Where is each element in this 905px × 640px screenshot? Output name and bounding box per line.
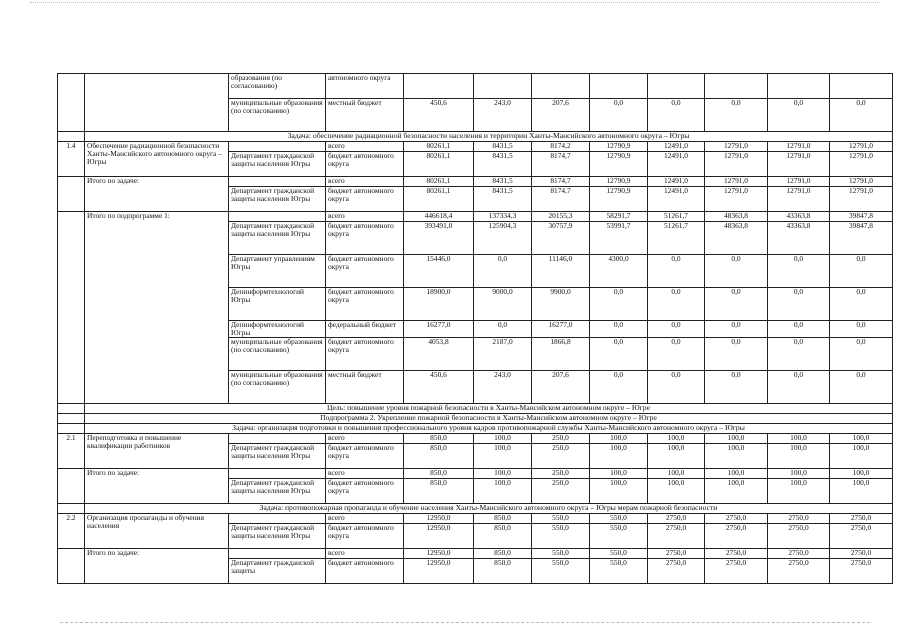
blank-cell <box>58 504 85 514</box>
executor-cell: Департамент гражданской защиты <box>229 559 326 584</box>
blank-cell <box>229 469 326 479</box>
source-total: всего <box>326 549 404 559</box>
task-number: 1.4 <box>58 142 85 177</box>
value-cell: 850,0 <box>404 479 474 504</box>
value-cell: 12950,0 <box>404 524 474 549</box>
value-cell: 850,0 <box>404 444 474 469</box>
value-cell: 12791,0 <box>768 142 830 152</box>
blank-cell <box>85 74 229 132</box>
value-cell: 12790,9 <box>590 187 648 212</box>
value-cell: 100,0 <box>648 479 705 504</box>
value-cell: 850,0 <box>404 434 474 444</box>
value-cell: 100,0 <box>590 479 648 504</box>
value-cell: 125904,3 <box>474 222 532 255</box>
value-cell: 43363,8 <box>768 222 830 255</box>
value-cell: 850,0 <box>474 524 532 549</box>
value-cell: 100,0 <box>830 479 893 504</box>
executor-cell: муниципальные образования (по согласованию) <box>229 338 326 371</box>
value-cell: 4053,8 <box>404 338 474 371</box>
value-cell: 0,0 <box>830 338 893 371</box>
value-cell: 0,0 <box>705 321 768 338</box>
executor-cell: образования (по согласованию) <box>229 74 326 99</box>
value-cell: 12950,0 <box>404 514 474 524</box>
source-cell: бюджет автономного округа <box>326 338 404 371</box>
value-cell: 100,0 <box>648 434 705 444</box>
task-banner: Задача: организация подготовки и повышения профессионального уровня кадров противопожарной службы Ханты-Мансийского автономного округа – Югры <box>85 424 893 434</box>
budget-table <box>57 73 893 584</box>
value-cell: 2750,0 <box>830 549 893 559</box>
value-cell: 58291,7 <box>590 212 648 222</box>
task-number <box>58 469 85 504</box>
value-cell: 0,0 <box>830 321 893 338</box>
value-cell <box>768 74 830 99</box>
value-cell: 18900,0 <box>404 288 474 321</box>
value-cell: 100,0 <box>474 469 532 479</box>
task-number: 2.2 <box>58 514 85 549</box>
executor-cell: Департамент гражданской защиты населения Югры <box>229 444 326 469</box>
value-cell: 12491,0 <box>648 152 705 177</box>
value-cell: 12491,0 <box>648 142 705 152</box>
value-cell <box>404 74 474 99</box>
value-cell: 2750,0 <box>705 524 768 549</box>
value-cell: 0,0 <box>648 338 705 371</box>
value-cell: 550,0 <box>590 559 648 584</box>
subprogram-total-label: Итого по подпрограмме 1: <box>85 212 229 404</box>
value-cell: 243,0 <box>474 99 532 132</box>
source-cell: местный бюджет <box>326 99 404 132</box>
source-cell: бюджет автономного округа <box>326 187 404 212</box>
value-cell: 100,0 <box>474 479 532 504</box>
value-cell: 12491,0 <box>648 177 705 187</box>
task-number <box>58 177 85 212</box>
source-cell: бюджет автономного <box>326 559 404 584</box>
value-cell: 250,0 <box>532 469 590 479</box>
task-name: Переподготовка и повышение квалификации работников <box>85 434 229 469</box>
value-cell: 51261,7 <box>648 212 705 222</box>
value-cell: 100,0 <box>474 434 532 444</box>
value-cell: 0,0 <box>590 99 648 132</box>
value-cell: 12790,9 <box>590 177 648 187</box>
value-cell: 0,0 <box>705 338 768 371</box>
value-cell: 550,0 <box>590 549 648 559</box>
value-cell <box>830 74 893 99</box>
value-cell: 446618,4 <box>404 212 474 222</box>
value-cell: 0,0 <box>590 321 648 338</box>
value-cell: 8174,2 <box>532 142 590 152</box>
source-total: всего <box>326 177 404 187</box>
executor-cell: муниципальные образования (по согласованию) <box>229 371 326 404</box>
value-cell: 2750,0 <box>830 524 893 549</box>
value-cell: 0,0 <box>474 255 532 288</box>
value-cell: 0,0 <box>705 99 768 132</box>
value-cell: 100,0 <box>768 469 830 479</box>
source-total: всего <box>326 142 404 152</box>
blank-cell <box>229 434 326 444</box>
table-row <box>58 74 893 99</box>
source-cell: бюджет автономного округа <box>326 444 404 469</box>
value-cell: 2750,0 <box>768 514 830 524</box>
source-cell: бюджет автономного округа <box>326 255 404 288</box>
source-total: всего <box>326 514 404 524</box>
value-cell: 100,0 <box>590 469 648 479</box>
value-cell: 11146,0 <box>532 255 590 288</box>
value-cell: 20155,3 <box>532 212 590 222</box>
task-banner: Задача: обеспечение радиационной безопасности населения и территории Ханты-Мансийского автономного округа – Югры <box>85 132 893 142</box>
task-name: Итого по задаче: <box>85 549 229 584</box>
value-cell: 8174,7 <box>532 152 590 177</box>
value-cell: 0,0 <box>648 371 705 404</box>
blank-cell <box>58 414 85 424</box>
value-cell: 0,0 <box>648 255 705 288</box>
value-cell: 250,0 <box>532 434 590 444</box>
value-cell: 100,0 <box>830 469 893 479</box>
table-row <box>58 504 893 514</box>
value-cell: 12791,0 <box>705 177 768 187</box>
value-cell: 550,0 <box>532 514 590 524</box>
value-cell: 12791,0 <box>705 187 768 212</box>
value-cell: 0,0 <box>768 288 830 321</box>
value-cell: 12791,0 <box>830 142 893 152</box>
value-cell: 550,0 <box>532 524 590 549</box>
value-cell <box>705 74 768 99</box>
value-cell: 80261,1 <box>404 152 474 177</box>
value-cell: 0,0 <box>648 288 705 321</box>
value-cell: 12791,0 <box>705 152 768 177</box>
task-number: 2.1 <box>58 434 85 469</box>
value-cell: 48363,8 <box>705 222 768 255</box>
value-cell: 8431,5 <box>474 177 532 187</box>
value-cell: 12791,0 <box>830 187 893 212</box>
value-cell: 0,0 <box>648 321 705 338</box>
value-cell: 2750,0 <box>830 514 893 524</box>
task-banner: Задача: противопожарная пропаганда и обучение населения Ханты-Мансийского автономного округа – Югры мерам пожарной безопасности <box>85 504 893 514</box>
subprogram-banner: Подпрограмма 2. Укрепление пожарной безопасности в Ханты-Мансийском автономном округе – Югре <box>85 414 893 424</box>
scan-artifact-line <box>30 2 880 9</box>
value-cell: 2750,0 <box>705 559 768 584</box>
source-cell: бюджет автономного округа <box>326 479 404 504</box>
table-row <box>58 132 893 142</box>
value-cell: 51261,7 <box>648 222 705 255</box>
executor-cell: Департамент гражданской защиты населения Югры <box>229 187 326 212</box>
value-cell: 12791,0 <box>768 177 830 187</box>
blank-cell <box>229 549 326 559</box>
value-cell: 100,0 <box>830 434 893 444</box>
table-row <box>58 142 893 152</box>
blank-cell <box>58 132 85 142</box>
executor-cell: Департамент гражданской защиты населения Югры <box>229 222 326 255</box>
value-cell: 1866,8 <box>532 338 590 371</box>
value-cell: 100,0 <box>705 469 768 479</box>
blank-cell <box>229 212 326 222</box>
value-cell: 207,6 <box>532 99 590 132</box>
value-cell: 0,0 <box>590 288 648 321</box>
executor-cell: Департамент управлениям Югры <box>229 255 326 288</box>
value-cell: 393491,0 <box>404 222 474 255</box>
value-cell: 2750,0 <box>768 559 830 584</box>
value-cell: 43363,8 <box>768 212 830 222</box>
value-cell: 2750,0 <box>768 549 830 559</box>
source-total: всего <box>326 469 404 479</box>
executor-cell: Депинформтехнологий Югры <box>229 288 326 321</box>
source-cell: бюджет автономного округа <box>326 222 404 255</box>
value-cell: 137334,3 <box>474 212 532 222</box>
value-cell <box>474 74 532 99</box>
value-cell: 100,0 <box>768 479 830 504</box>
value-cell <box>648 74 705 99</box>
value-cell: 80261,1 <box>404 177 474 187</box>
value-cell: 12950,0 <box>404 559 474 584</box>
value-cell: 100,0 <box>590 444 648 469</box>
task-name: Обеспечение радиационной безопасности Ханты-Мансийского автономного округа – Югры <box>85 142 229 177</box>
value-cell: 2750,0 <box>705 514 768 524</box>
executor-cell: Департамент гражданской защиты населения Югры <box>229 152 326 177</box>
scan-artifact-bottom <box>60 622 870 623</box>
value-cell: 0,0 <box>830 255 893 288</box>
value-cell: 100,0 <box>705 434 768 444</box>
value-cell: 100,0 <box>705 444 768 469</box>
value-cell: 100,0 <box>474 444 532 469</box>
value-cell: 8431,5 <box>474 187 532 212</box>
source-cell: бюджет автономного округа <box>326 524 404 549</box>
value-cell: 0,0 <box>768 99 830 132</box>
value-cell: 0,0 <box>648 99 705 132</box>
value-cell: 0,0 <box>830 99 893 132</box>
source-cell: бюджет автономного округа <box>326 152 404 177</box>
value-cell: 12950,0 <box>404 549 474 559</box>
source-cell: автономного округа <box>326 74 404 99</box>
value-cell: 100,0 <box>590 434 648 444</box>
value-cell: 12491,0 <box>648 187 705 212</box>
table-row <box>58 434 893 444</box>
value-cell: 100,0 <box>768 444 830 469</box>
executor-cell: Департамент гражданской защиты населения Югры <box>229 479 326 504</box>
source-cell: местный бюджет <box>326 371 404 404</box>
table-row <box>58 404 893 414</box>
value-cell: 2750,0 <box>830 559 893 584</box>
value-cell: 2750,0 <box>705 549 768 559</box>
table-row <box>58 212 893 222</box>
source-cell: федеральный бюджет <box>326 321 404 338</box>
value-cell: 8431,5 <box>474 142 532 152</box>
value-cell: 12791,0 <box>768 152 830 177</box>
table-row <box>58 514 893 524</box>
value-cell: 0,0 <box>768 371 830 404</box>
table-row <box>58 469 893 479</box>
value-cell: 850,0 <box>404 469 474 479</box>
value-cell: 2750,0 <box>648 514 705 524</box>
value-cell: 0,0 <box>768 338 830 371</box>
value-cell <box>532 74 590 99</box>
value-cell: 39847,8 <box>830 212 893 222</box>
value-cell: 12791,0 <box>830 152 893 177</box>
value-cell: 100,0 <box>648 444 705 469</box>
value-cell: 0,0 <box>830 288 893 321</box>
value-cell: 0,0 <box>705 255 768 288</box>
executor-cell: муниципальные образования (по согласованию) <box>229 99 326 132</box>
value-cell: 39847,8 <box>830 222 893 255</box>
executor-cell: Депинформтехнологий Югры <box>229 321 326 338</box>
value-cell: 9900,0 <box>532 288 590 321</box>
value-cell: 100,0 <box>705 479 768 504</box>
value-cell: 0,0 <box>590 371 648 404</box>
value-cell: 30757,9 <box>532 222 590 255</box>
value-cell: 12790,9 <box>590 152 648 177</box>
task-name: Итого по задаче: <box>85 469 229 504</box>
goal-banner: Цель: повышение уровня пожарной безопасности в Ханты-Мансийском автономном округе – Югре <box>85 404 893 414</box>
source-total: всего <box>326 434 404 444</box>
value-cell: 80261,1 <box>404 187 474 212</box>
value-cell: 8174,7 <box>532 187 590 212</box>
blank-cell <box>58 404 85 414</box>
value-cell: 207,6 <box>532 371 590 404</box>
blank-cell <box>58 74 85 132</box>
executor-cell: Департамент гражданской защиты населения Югры <box>229 524 326 549</box>
value-cell: 2750,0 <box>648 559 705 584</box>
value-cell: 0,0 <box>830 371 893 404</box>
value-cell: 16277,0 <box>404 321 474 338</box>
value-cell: 550,0 <box>532 549 590 559</box>
value-cell: 550,0 <box>532 559 590 584</box>
value-cell: 53991,7 <box>590 222 648 255</box>
value-cell: 2187,0 <box>474 338 532 371</box>
value-cell: 450,6 <box>404 371 474 404</box>
table-row <box>58 414 893 424</box>
value-cell: 100,0 <box>648 469 705 479</box>
blank-cell <box>229 514 326 524</box>
value-cell: 9000,0 <box>474 288 532 321</box>
value-cell: 250,0 <box>532 479 590 504</box>
value-cell: 4300,0 <box>590 255 648 288</box>
value-cell: 0,0 <box>705 371 768 404</box>
value-cell: 850,0 <box>474 549 532 559</box>
task-name: Итого по задаче: <box>85 177 229 212</box>
value-cell: 2750,0 <box>768 524 830 549</box>
task-number <box>58 549 85 584</box>
value-cell: 250,0 <box>532 444 590 469</box>
value-cell: 0,0 <box>474 321 532 338</box>
value-cell: 48363,8 <box>705 212 768 222</box>
value-cell: 450,6 <box>404 99 474 132</box>
value-cell: 2750,0 <box>648 524 705 549</box>
value-cell: 850,0 <box>474 559 532 584</box>
value-cell: 0,0 <box>705 288 768 321</box>
value-cell <box>590 74 648 99</box>
blank-cell <box>229 177 326 187</box>
value-cell: 8174,7 <box>532 177 590 187</box>
value-cell: 15446,0 <box>404 255 474 288</box>
table-row <box>58 177 893 187</box>
value-cell: 550,0 <box>590 524 648 549</box>
table-row <box>58 424 893 434</box>
value-cell: 0,0 <box>768 255 830 288</box>
value-cell: 12790,9 <box>590 142 648 152</box>
value-cell: 0,0 <box>590 338 648 371</box>
value-cell: 16277,0 <box>532 321 590 338</box>
value-cell: 100,0 <box>768 434 830 444</box>
source-cell: бюджет автономного округа <box>326 288 404 321</box>
value-cell: 850,0 <box>474 514 532 524</box>
blank-cell <box>229 142 326 152</box>
source-total: всего <box>326 212 404 222</box>
value-cell: 100,0 <box>830 444 893 469</box>
value-cell: 0,0 <box>768 321 830 338</box>
value-cell: 12791,0 <box>705 142 768 152</box>
task-name: Организация пропаганды и обучения населения <box>85 514 229 549</box>
value-cell: 12791,0 <box>768 187 830 212</box>
value-cell: 12791,0 <box>830 177 893 187</box>
value-cell: 2750,0 <box>648 549 705 559</box>
value-cell: 8431,5 <box>474 152 532 177</box>
value-cell: 243,0 <box>474 371 532 404</box>
value-cell: 80261,1 <box>404 142 474 152</box>
table-row <box>58 549 893 559</box>
blank-cell <box>58 212 85 404</box>
value-cell: 550,0 <box>590 514 648 524</box>
blank-cell <box>58 424 85 434</box>
